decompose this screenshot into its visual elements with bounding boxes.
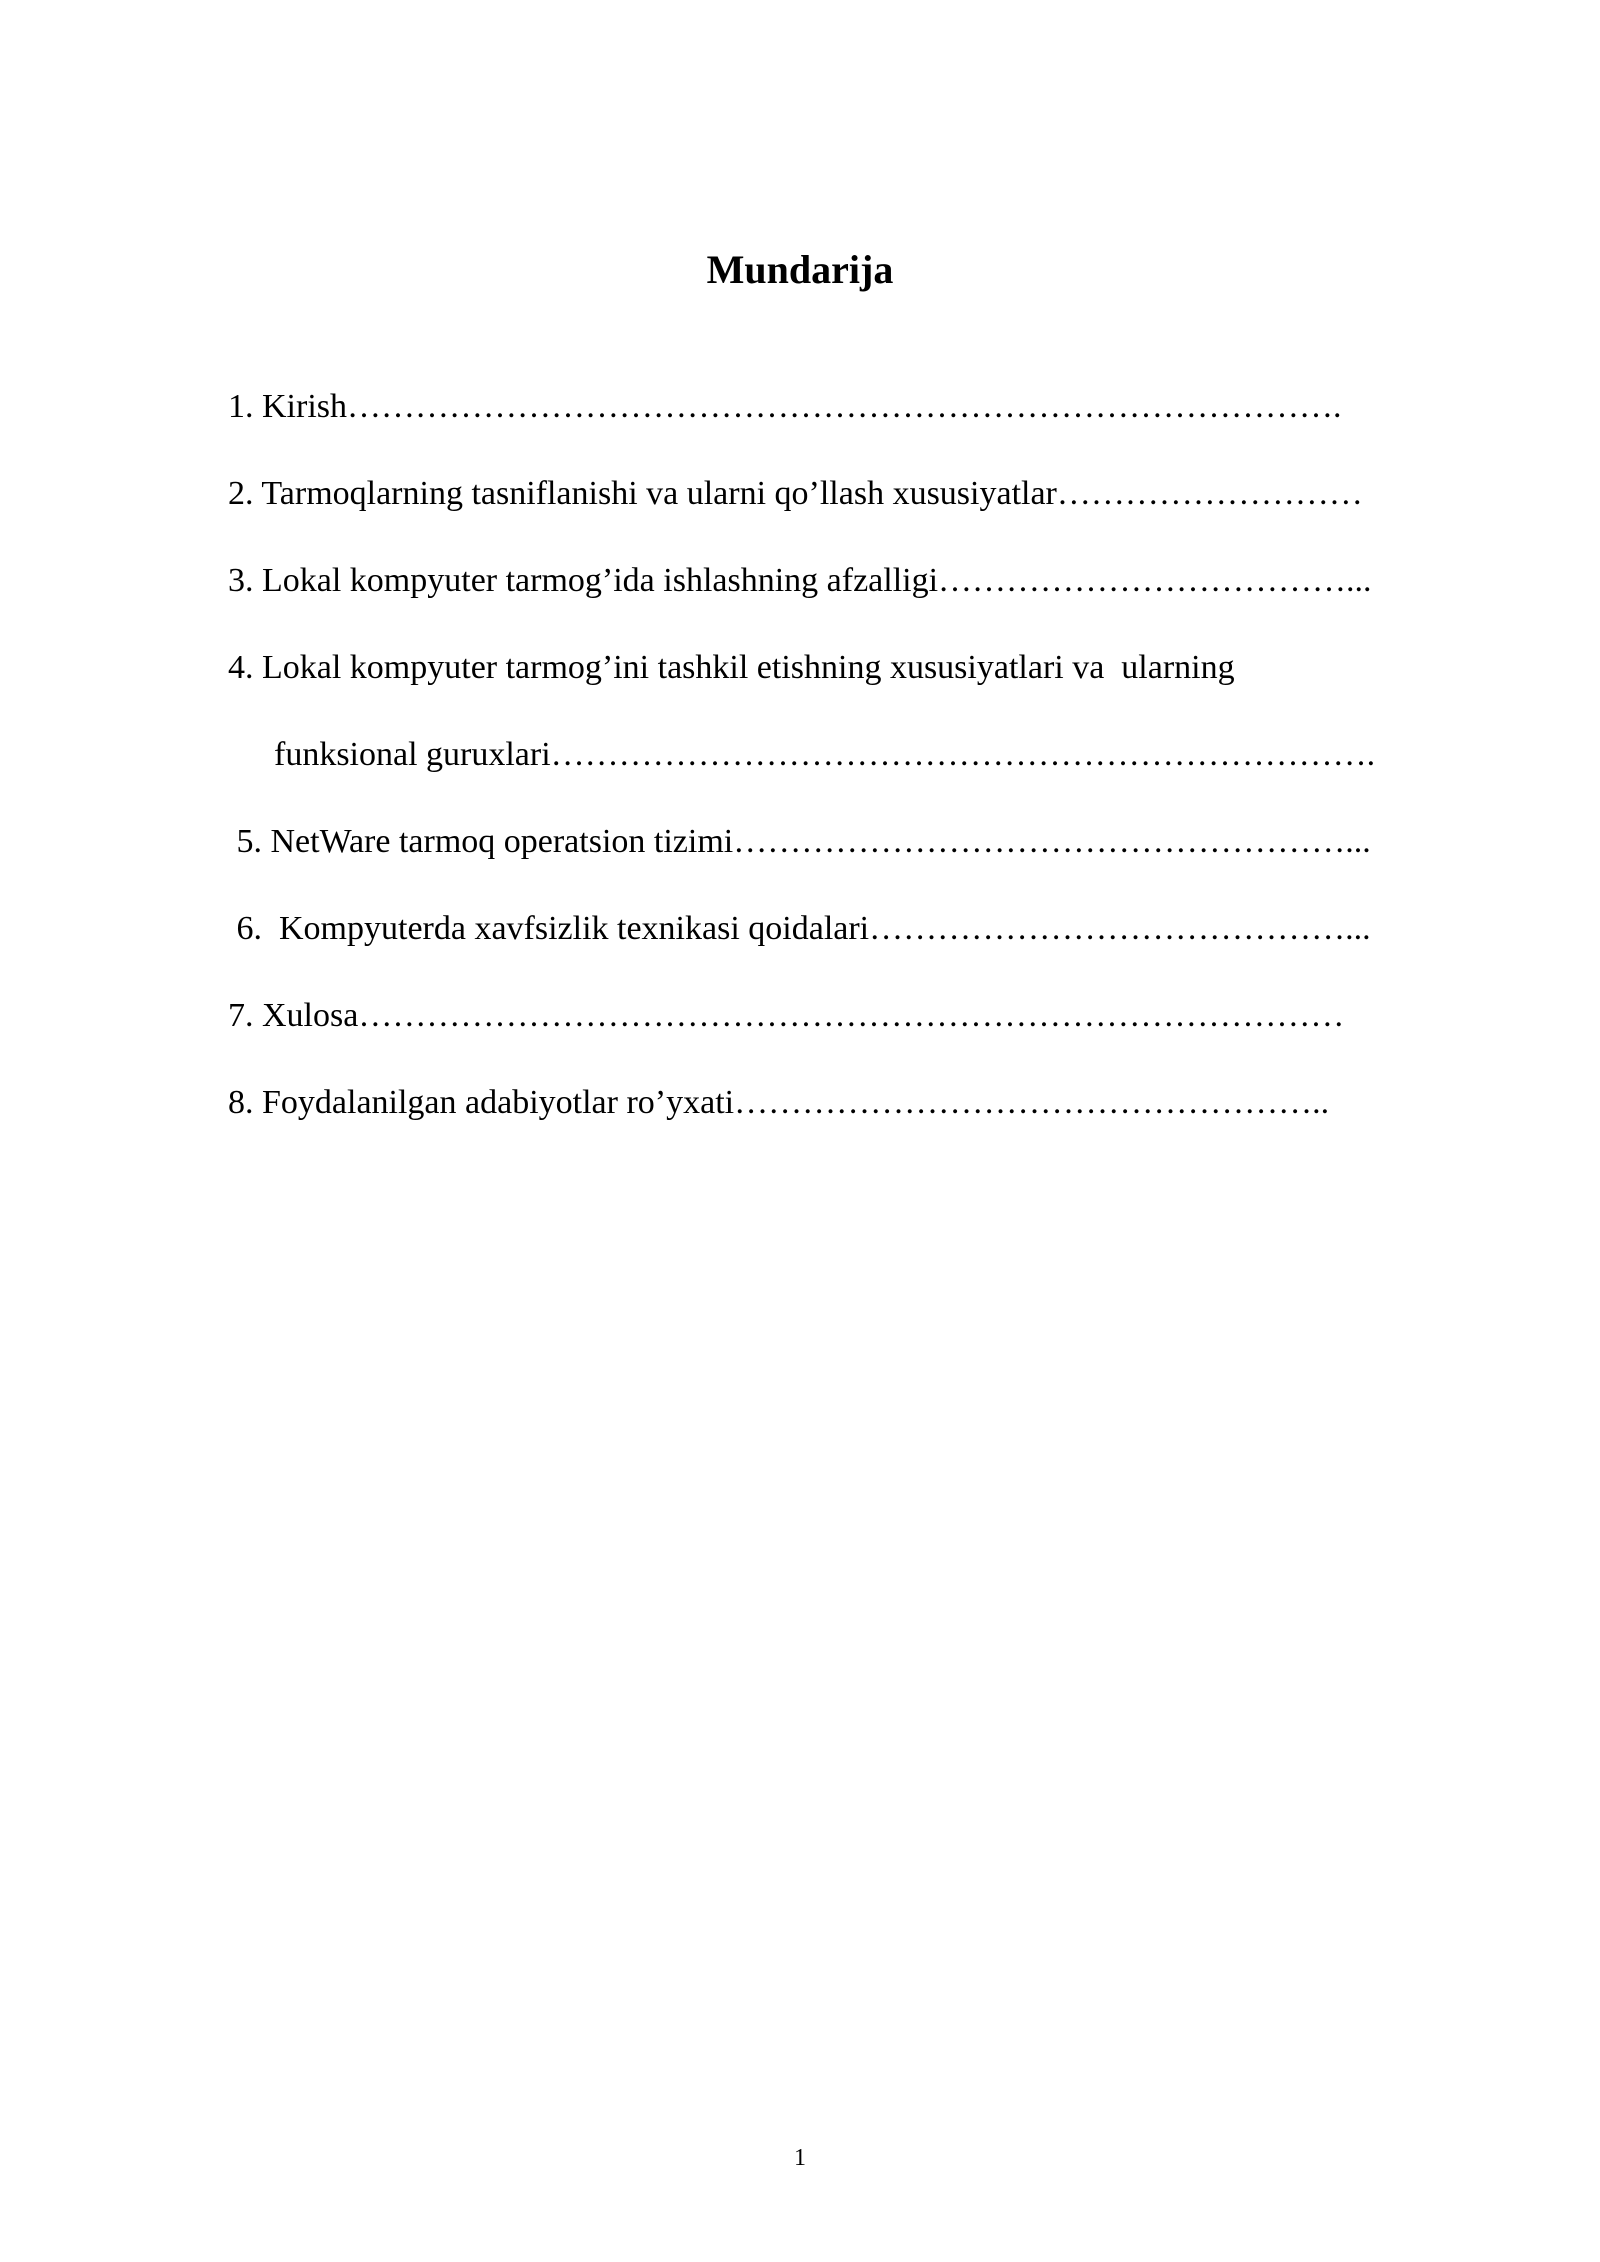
toc-item-2: 2. Tarmoqlarning tasniflanishi va ularni qo’llash xususiyatlar……………………… <box>228 475 1363 512</box>
toc-item-7: 7. Xulosa…………………………………………………………………………… <box>228 997 1345 1034</box>
toc-item-6: 6. Kompyuterda xavfsizlik texnikasi qoidalari……………………………………... <box>228 910 1371 947</box>
toc-item-5: 5. NetWare tarmoq operatsion tizimi………………………………………………... <box>228 823 1371 860</box>
toc-item-4-continuation: funksional guruxlari………………………………………………………………. <box>274 736 1376 773</box>
toc-item-3: 3. Lokal kompyuter tarmog’ida ishlashning afzalligi………………………………... <box>228 562 1372 599</box>
page-number: 1 <box>794 2145 806 2171</box>
toc-item-1: 1. Kirish……………………………………………………………………………. <box>228 388 1342 425</box>
toc-item-8: 8. Foydalanilgan adabiyotlar ro’yxati…………………………………………….. <box>228 1084 1330 1121</box>
page-title: Mundarija <box>706 247 894 292</box>
toc-item-4: 4. Lokal kompyuter tarmog’ini tashkil etishning xususiyatlari va ularning <box>228 649 1235 686</box>
